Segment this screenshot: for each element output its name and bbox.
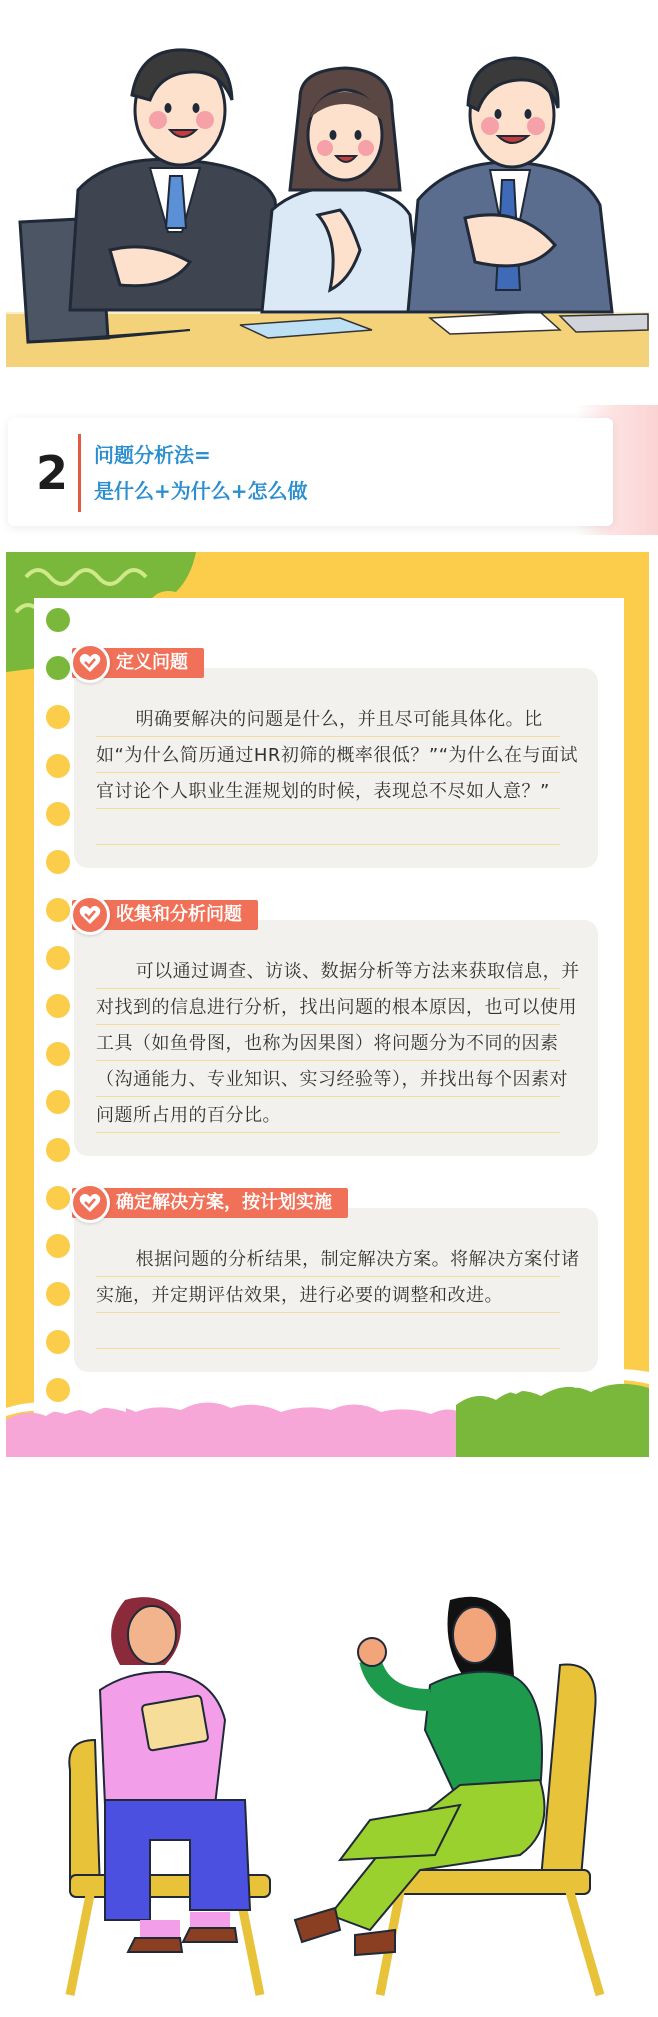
step-tag-2: 收集和分析问题 — [72, 900, 258, 930]
binder-ring — [46, 656, 70, 680]
step-text: 明确要解决的问题是什么，并且尽可能具体化。比如“为什么简历通过HR初筛的概率很低？”“为什么在与面试官讨论个人职业生涯规划的时候，表现总不尽如人意？” — [96, 709, 579, 802]
step-tag-3: 确定解决方案，按计划实施 — [72, 1188, 348, 1218]
binder-ring — [46, 898, 70, 922]
section-title-line-2: 是什么+为什么+怎么做 — [94, 479, 308, 503]
top-illustration — [0, 0, 658, 370]
step-text: 根据问题的分析结果，制定解决方案。将解决方案付诸实施，并定期评估效果，进行必要的调整和改进。 — [96, 1249, 580, 1306]
bottom-illustration — [40, 1590, 640, 2000]
binder-ring — [46, 754, 70, 778]
heart-check-icon — [70, 1183, 110, 1223]
binder-ring — [46, 850, 70, 874]
section-divider — [78, 434, 81, 512]
step-text: 可以通过调查、访谈、数据分析等方法来获取信息，并对找到的信息进行分析，找出问题的根本原因，也可以使用工具（如鱼骨图，也称为因果图）将问题分为不同的因素（沟通能力、专业知识、实习经验等），并找出每个因素对问题所占用的百分比。 — [96, 961, 580, 1126]
binder-ring — [46, 1234, 70, 1258]
binder-ring — [46, 1282, 70, 1306]
binder-ring — [46, 1138, 70, 1162]
binder-ring — [46, 1330, 70, 1354]
pink-torn-paper-decoration — [6, 1390, 466, 1457]
heart-check-icon — [70, 895, 110, 935]
step-card-3 — [74, 1208, 598, 1372]
binder-ring — [46, 608, 70, 632]
note-line — [96, 844, 560, 845]
binder-ring — [46, 802, 70, 826]
section-header-card — [8, 418, 613, 526]
heart-check-icon — [70, 643, 110, 683]
step-card-2 — [74, 920, 598, 1156]
note-line — [96, 1348, 560, 1349]
binder-ring — [46, 1186, 70, 1210]
binder-ring — [46, 705, 70, 729]
step-tag-1: 定义问题 — [72, 648, 204, 678]
binder-ring — [46, 1090, 70, 1114]
green-torn-paper-decoration — [456, 1360, 649, 1457]
section-number: 2 — [35, 446, 68, 500]
binder-ring — [46, 946, 70, 970]
binder-ring — [46, 1042, 70, 1066]
section-title-line-1: 问题分析法= — [94, 443, 211, 467]
binder-ring — [46, 994, 70, 1018]
step-card-1 — [74, 668, 598, 868]
